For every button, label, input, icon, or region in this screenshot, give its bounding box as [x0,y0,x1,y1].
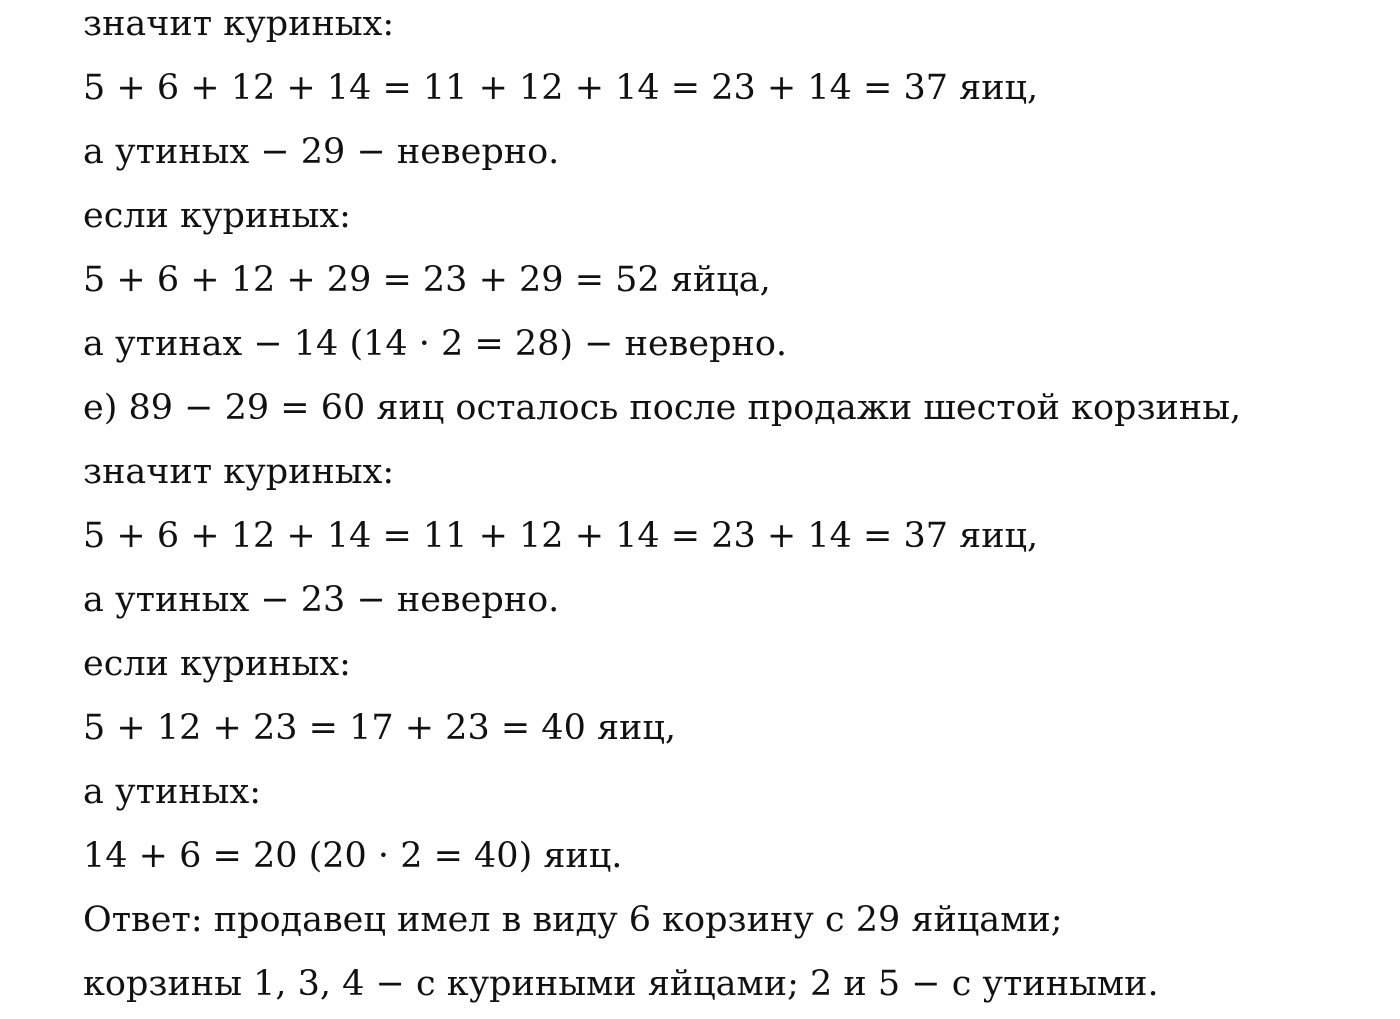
text-line: а утиных − 29 − неверно. [83,132,560,172]
text-line: значит куриных: [83,452,395,492]
equation-line: 5 + 12 + 23 = 17 + 23 = 40 яиц, [83,708,677,748]
text-line: а утиных: [83,772,261,812]
equation-line: 5 + 6 + 12 + 14 = 11 + 12 + 14 = 23 + 14 = 37 яиц, [83,516,1039,556]
answer-line: Ответ: продавец имел в виду 6 корзину с 29 яйцами; [83,900,1063,940]
answer-line: корзины 1, 3, 4 − с куриными яйцами; 2 и 5 − с утиными. [83,964,1159,1004]
equation-line: 5 + 6 + 12 + 29 = 23 + 29 = 52 яйца, [83,260,771,300]
text-line: если куриных: [83,644,351,684]
document-page [83,0,1383,1019]
text-line: а утинах − 14 (14 · 2 = 28) − неверно. [83,324,788,364]
text-line: е) 89 − 29 = 60 яиц осталось после продажи шестой корзины, [83,388,1242,428]
equation-line: 14 + 6 = 20 (20 · 2 = 40) яиц. [83,836,623,876]
text-line: если куриных: [83,196,351,236]
equation-line: 5 + 6 + 12 + 14 = 11 + 12 + 14 = 23 + 14 = 37 яиц, [83,68,1039,108]
text-line: а утиных − 23 − неверно. [83,580,560,620]
text-line: значит куриных: [83,4,395,44]
